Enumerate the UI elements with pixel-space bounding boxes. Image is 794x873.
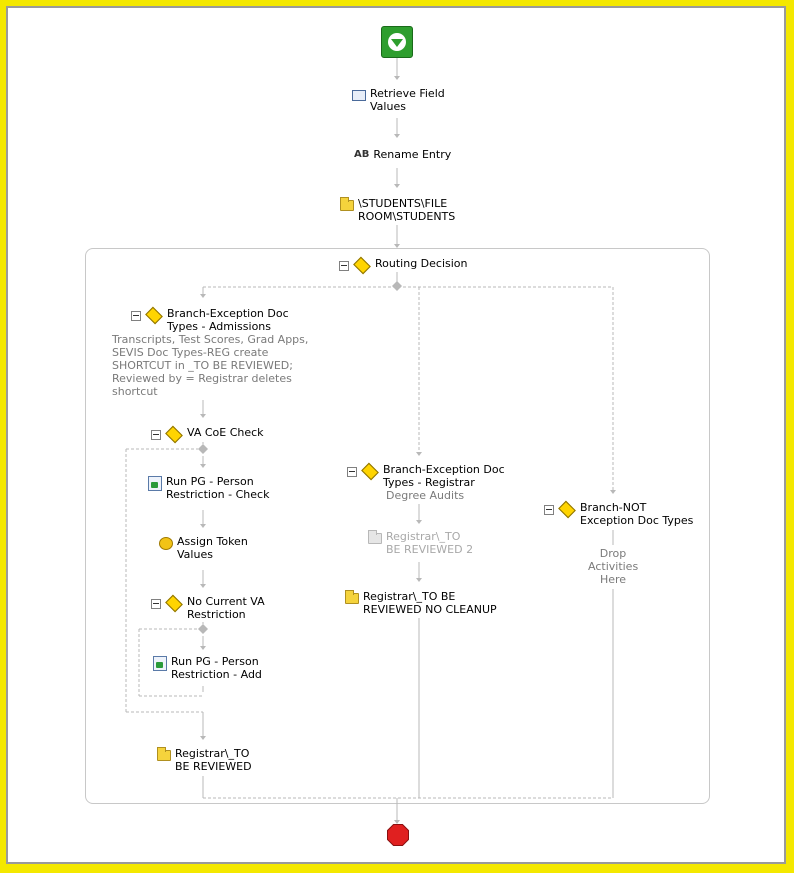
branch-icon	[145, 307, 163, 325]
no-current-va-label-1: No Current VA	[187, 595, 265, 608]
collapse-toggle-icon[interactable]	[544, 505, 554, 515]
registrar-to-be-reviewed-activity[interactable]	[157, 747, 252, 773]
collapse-toggle-icon[interactable]	[151, 430, 161, 440]
branch-registrar-header[interactable]	[347, 463, 505, 489]
assign-token-label-1: Assign Token	[177, 535, 248, 548]
token-icon	[159, 537, 173, 550]
run-process-icon	[148, 476, 162, 491]
rename-entry-label: Rename Entry	[373, 148, 452, 161]
drop-activities-line: Drop	[599, 547, 627, 560]
retrieve-field-values-activity[interactable]	[352, 87, 445, 113]
students-folder-label-2: ROOM\STUDENTS	[358, 210, 456, 223]
branch-registrar-description: Degree Audits	[386, 489, 465, 502]
branch-not-exception-header[interactable]	[544, 501, 693, 527]
drop-activities-line: Here	[599, 573, 627, 586]
routing-decision-header[interactable]	[339, 257, 468, 271]
branch-icon	[165, 595, 183, 613]
registrar-to-be-reviewed-2-label-1: Registrar\_TO	[386, 530, 461, 543]
run-pg-add-label-2: Restriction - Add	[171, 668, 262, 681]
run-pg-add-activity[interactable]	[153, 655, 262, 681]
branch-admissions-label-2: Types - Admissions	[167, 320, 271, 333]
drop-activities-placeholder[interactable]	[588, 547, 638, 586]
folder-icon	[340, 200, 354, 211]
registrar-no-cleanup-activity[interactable]	[345, 590, 497, 616]
folder-icon	[368, 533, 382, 544]
registrar-to-be-reviewed-label-1: Registrar\_TO	[175, 747, 250, 760]
start-node-icon[interactable]	[381, 26, 413, 58]
folder-icon	[157, 750, 171, 761]
registrar-no-cleanup-label-1: Registrar\_TO BE	[363, 590, 456, 603]
routing-decision-label: Routing Decision	[375, 257, 468, 270]
branch-admissions-header[interactable]	[131, 307, 289, 333]
run-pg-check-label-2: Restriction - Check	[166, 488, 270, 501]
registrar-to-be-reviewed-2-activity[interactable]	[368, 530, 473, 556]
branch-registrar-label-1: Branch-Exception Doc	[383, 463, 505, 476]
branch-admissions-description	[112, 333, 308, 398]
stop-node-icon[interactable]	[387, 824, 409, 846]
va-coe-check-label: VA CoE Check	[187, 426, 264, 439]
collapse-toggle-icon[interactable]	[339, 261, 349, 271]
branch-not-exception-label-2: Exception Doc Types	[580, 514, 694, 527]
branch-admissions-label-1: Branch-Exception Doc	[167, 307, 289, 320]
folder-icon	[345, 593, 359, 604]
collapse-toggle-icon[interactable]	[131, 311, 141, 321]
branch-icon	[558, 501, 576, 519]
run-pg-check-label-1: Run PG - Person	[166, 475, 254, 488]
students-folder-activity[interactable]	[340, 197, 455, 223]
rename-entry-activity[interactable]	[354, 148, 451, 161]
branch-admissions-desc-line: shortcut	[112, 385, 158, 398]
retrieve-field-values-label-2: Values	[370, 100, 406, 113]
collapse-toggle-icon[interactable]	[151, 599, 161, 609]
retrieve-field-values-label-1: Retrieve Field	[370, 87, 445, 100]
collapse-toggle-icon[interactable]	[347, 467, 357, 477]
branch-registrar-label-2: Types - Registrar	[383, 476, 475, 489]
assign-token-label-2: Values	[177, 548, 213, 561]
rename-icon: AB	[354, 149, 370, 160]
students-folder-label-1: \STUDENTS\FILE	[358, 197, 448, 210]
run-pg-check-activity[interactable]	[148, 475, 269, 501]
drop-activities-line: Activities	[588, 560, 639, 573]
registrar-to-be-reviewed-label-2: BE REVIEWED	[175, 760, 252, 773]
branch-admissions-desc-line: SHORTCUT in _TO BE REVIEWED;	[112, 359, 293, 372]
branch-icon	[361, 463, 379, 481]
field-values-icon	[352, 90, 366, 101]
branch-admissions-desc-line: Reviewed by = Registrar deletes	[112, 372, 292, 385]
run-pg-add-label-1: Run PG - Person	[171, 655, 259, 668]
branch-admissions-desc-line: SEVIS Doc Types-REG create	[112, 346, 269, 359]
va-coe-check-header[interactable]	[151, 426, 264, 440]
no-current-va-label-2: Restriction	[187, 608, 246, 621]
run-process-icon	[153, 656, 167, 671]
branch-not-exception-label-1: Branch-NOT	[580, 501, 647, 514]
branch-admissions-desc-line: Transcripts, Test Scores, Grad Apps,	[112, 333, 309, 346]
assign-token-activity[interactable]	[159, 535, 248, 561]
registrar-no-cleanup-label-2: REVIEWED NO CLEANUP	[363, 603, 497, 616]
registrar-to-be-reviewed-2-label-2: BE REVIEWED 2	[386, 543, 474, 556]
no-current-va-header[interactable]	[151, 595, 265, 621]
